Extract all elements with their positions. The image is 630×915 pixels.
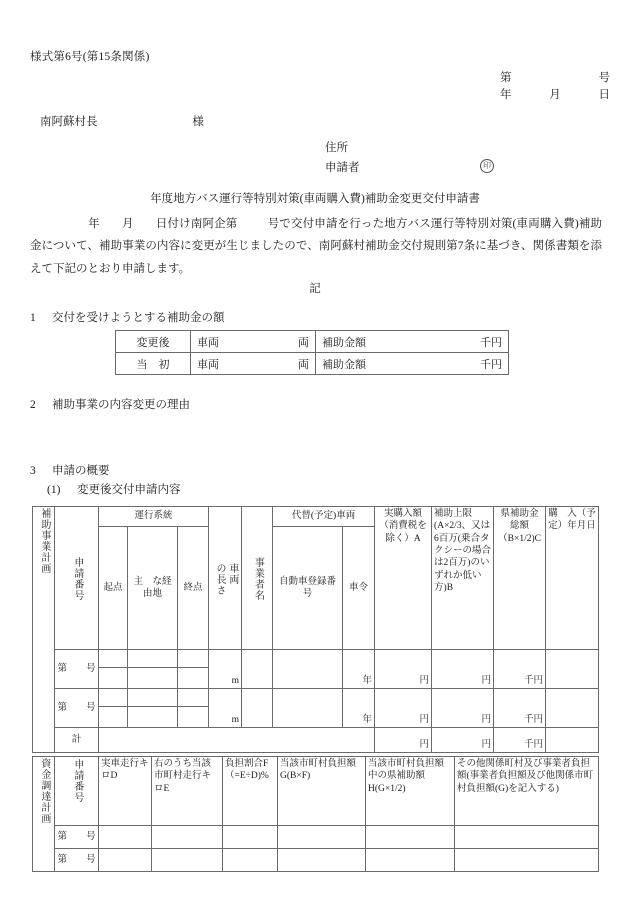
page-title: 年度地方バス運行等特別対策(車両購入費)補助金変更交付申請書	[150, 193, 480, 205]
date-day-label: 日	[598, 88, 610, 101]
cell-other-burden[interactable]	[455, 849, 599, 872]
col-burden-ratio	[223, 757, 278, 826]
cell-local-km[interactable]	[152, 826, 223, 849]
col-local-burden	[278, 757, 366, 826]
finance-vertical-label-cell	[33, 757, 55, 872]
col-vehicle-length-a: 車両	[226, 562, 238, 585]
amount-label: 補助金額	[322, 358, 366, 371]
cell-vehicle-age[interactable]: 年	[343, 689, 375, 728]
section-2-heading	[30, 396, 190, 412]
body-date-mid: 日付け南阿企第	[155, 218, 238, 230]
cell-via-points[interactable]	[128, 689, 178, 728]
col-start-point	[99, 527, 128, 650]
document-date-line	[500, 87, 610, 104]
col-burden-ratio-label: 負担割合F（=E÷D)%	[225, 759, 269, 782]
table-row	[33, 689, 599, 728]
document-number-line	[500, 70, 610, 87]
cell-operator-name[interactable]	[242, 689, 273, 728]
total-actual-price[interactable]: 円	[375, 728, 432, 753]
col-subsidy-limit-label: 補助上限(A×2/3、又は6百万(乗合タクシーの場合は2百万)のいずれか低い方)B	[434, 509, 492, 594]
subsidy-plan-table	[32, 506, 599, 753]
col-end-point-label: 終点	[183, 582, 203, 593]
finance-row-application-no[interactable]: 第 号	[55, 826, 99, 849]
amount-unit: 千円	[480, 358, 502, 371]
section-3-sub-number: (1)	[47, 484, 61, 496]
col-pref-total	[494, 507, 546, 650]
col-start-point-label: 起点	[103, 582, 123, 593]
cell-operator-name[interactable]	[242, 650, 273, 689]
cell-actual-price[interactable]: 円	[375, 650, 432, 689]
section-3-sub-title: 変更後交付申請内容	[77, 484, 181, 496]
row-application-no[interactable]: 第 号	[55, 689, 99, 728]
total-subsidy-limit[interactable]: 円	[432, 728, 494, 753]
col-other-burden-label: その他関係町村及び事業者負担額(事業者負担額及び他関係市町村負担額(G)を記入する)	[457, 759, 594, 794]
table-row	[33, 826, 599, 849]
col-purchase-date-label: 購 入（予定）年月日	[548, 509, 596, 532]
total-purchase-date	[546, 728, 599, 753]
col-end-point	[178, 527, 209, 650]
vehicle-unit: 両	[298, 358, 309, 371]
total-blank-span	[99, 728, 375, 753]
cell-purchase-date[interactable]	[546, 650, 599, 689]
amount-cell	[316, 331, 509, 353]
col-vehicle-length	[209, 507, 242, 650]
row-application-no[interactable]: 第 号	[55, 650, 99, 689]
cell-purchase-date[interactable]	[546, 689, 599, 728]
cell-vehicle-age[interactable]: 年	[343, 650, 375, 689]
vehicle-label: 車両	[197, 336, 219, 349]
cell-vehicle-length[interactable]: m	[209, 650, 242, 689]
vehicle-cell	[191, 331, 316, 353]
cell-start-point[interactable]	[99, 689, 128, 728]
col-actual-km-label: 実車走行キロD	[101, 759, 149, 782]
col-operator-name-label: 事業者名	[252, 557, 264, 601]
cell-pref-subsidy[interactable]	[366, 849, 455, 872]
col-via-points-label: 主 な経由地	[133, 576, 172, 599]
table-row	[116, 331, 509, 353]
cell-actual-km[interactable]	[99, 826, 152, 849]
section-2-number: 2	[30, 399, 36, 411]
addressee	[40, 113, 204, 129]
cell-registration-no[interactable]	[273, 650, 343, 689]
col-actual-km	[99, 757, 152, 826]
table-row	[33, 849, 599, 872]
document-number-block	[500, 70, 610, 103]
col-application-no	[55, 507, 99, 650]
section-3-title: 申請の概要	[52, 465, 110, 477]
amount-label: 補助金額	[322, 336, 366, 349]
col-vehicle-age-label: 車令	[349, 582, 369, 593]
cell-other-burden[interactable]	[455, 826, 599, 849]
col-local-burden-label: 当該市町村負担額G(B×F)	[280, 759, 357, 782]
col-purchase-date	[546, 507, 599, 650]
table-row	[33, 650, 599, 689]
document-number-prefix: 第	[500, 72, 512, 84]
col-registration-no	[273, 527, 343, 650]
section-3-number: 3	[30, 465, 36, 477]
section-3-subheading	[47, 481, 181, 497]
group-replacement-header: 代替(予定)車両	[273, 507, 375, 527]
cell-end-point[interactable]	[178, 650, 209, 689]
vehicle-unit: 両	[298, 336, 309, 349]
col-other-burden	[455, 757, 599, 826]
body-year: 年	[88, 218, 100, 230]
cell-actual-price[interactable]: 円	[375, 689, 432, 728]
cell-pref-total[interactable]: 千円	[494, 689, 546, 728]
amount-row-label: 変更後	[116, 331, 191, 353]
vehicle-cell	[191, 353, 316, 375]
col-application-no-label: 申請番号	[71, 557, 83, 601]
col-actual-price	[375, 507, 432, 650]
cell-subsidy-limit[interactable]: 円	[432, 689, 494, 728]
table-row	[116, 353, 509, 375]
amount-cell	[316, 353, 509, 375]
cell-burden-ratio[interactable]	[223, 826, 278, 849]
col-operator-name	[242, 507, 273, 650]
body-no-text: 号で交付申請を行った地方バス運行等特別対策(車両購入費)	[267, 218, 579, 230]
cell-end-point[interactable]	[178, 689, 209, 728]
section-2-title: 補助事業の内容変更の理由	[52, 399, 190, 411]
cell-local-burden[interactable]	[278, 849, 366, 872]
cell-registration-no[interactable]	[273, 689, 343, 728]
subsidy-amount-table	[115, 330, 509, 375]
total-pref-total[interactable]: 千円	[494, 728, 546, 753]
body-line3: 係書類を添えて下記のとおり申請します。	[30, 240, 602, 275]
col-actual-price-label: 実購入額（消費税を除く）A	[379, 509, 427, 544]
addressee-name: 南阿蘇村長	[40, 116, 98, 128]
col-pref-subsidy	[366, 757, 455, 826]
address-label: 住所	[325, 142, 348, 154]
seal-icon: 印	[480, 159, 494, 173]
document-number-suffix: 号	[598, 72, 610, 84]
form-number: 様式第6号(第15条関係)	[30, 51, 150, 63]
group-route-header: 運行系統	[99, 507, 209, 527]
col-local-km-label: 右のうち当該市町村走行キロE	[154, 759, 212, 794]
body-paragraph	[30, 213, 602, 280]
col-pref-total-label: 県補助金総額（B×1/2)C	[498, 509, 541, 544]
plan-vertical-label: 補助事業計画	[38, 508, 50, 574]
plan-vertical-label-cell	[33, 507, 55, 753]
col-subsidy-limit	[432, 507, 494, 650]
vehicle-label: 車両	[197, 358, 219, 371]
cell-start-point[interactable]	[99, 650, 128, 689]
col-registration-no-label: 自動車登録番号	[279, 576, 337, 599]
section-1-title: 交付を受けようとする補助金の額	[52, 312, 225, 324]
col-local-km	[152, 757, 223, 826]
col-via-points	[128, 527, 178, 650]
table-header-row	[33, 757, 599, 826]
table-total-row	[33, 728, 599, 753]
cell-subsidy-limit[interactable]: 円	[432, 650, 494, 689]
cell-burden-ratio[interactable]	[223, 849, 278, 872]
date-year-label: 年	[500, 88, 512, 101]
col-vehicle-age	[343, 527, 375, 650]
applicant-row	[325, 158, 491, 178]
cell-local-km[interactable]	[152, 849, 223, 872]
body-month: 月	[121, 218, 134, 230]
col-finance-application-no-label: 申請番号	[71, 759, 83, 803]
section-3-heading	[30, 462, 110, 478]
body-line2: 補助金について、補助事業の内容に変更が生じましたので、南阿蘇村補助金交付規則第7条に基づき、関	[30, 218, 603, 253]
cell-pref-total[interactable]: 千円	[494, 650, 546, 689]
amount-row-label: 当 初	[116, 353, 191, 375]
col-pref-subsidy-label: 当該市町村負担額中の県補助額H(G×1/2)	[368, 759, 445, 794]
ki-marker: 記	[309, 283, 321, 295]
cell-vehicle-length[interactable]: m	[209, 689, 242, 728]
amount-unit: 千円	[480, 336, 502, 349]
applicant-block	[325, 138, 491, 178]
addressee-honorific: 様	[192, 116, 204, 128]
total-label: 計	[55, 728, 99, 753]
cell-local-burden[interactable]	[278, 826, 366, 849]
finance-row-application-no[interactable]: 第 号	[55, 849, 99, 872]
cell-actual-km[interactable]	[99, 849, 152, 872]
cell-pref-subsidy[interactable]	[366, 826, 455, 849]
section-1-heading	[30, 309, 225, 325]
finance-plan-table	[32, 756, 599, 872]
date-month-label: 月	[549, 88, 561, 101]
table-header-group-row	[33, 507, 599, 527]
cell-via-points[interactable]	[128, 650, 178, 689]
address-row	[325, 138, 360, 158]
section-1-number: 1	[30, 312, 36, 324]
col-finance-application-no	[55, 757, 99, 826]
applicant-label: 申請者	[325, 162, 360, 175]
col-vehicle-length-b: の長さ	[214, 562, 226, 596]
finance-vertical-label: 資金調達計画	[38, 758, 50, 824]
